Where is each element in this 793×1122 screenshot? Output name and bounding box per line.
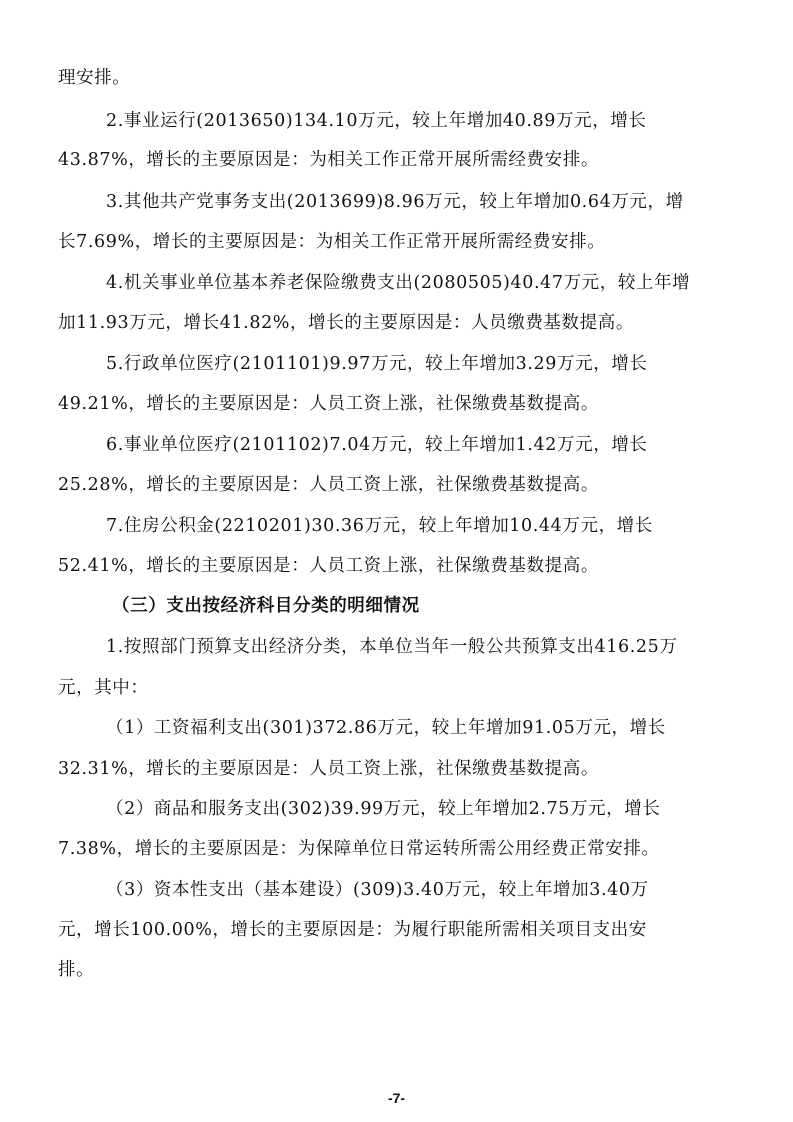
text-line: （2）商品和服务支出(302)39.99万元，较上年增加2.75万元，增长 xyxy=(106,799,661,819)
text-line: 32.31%，增长的主要原因是：人员工资上涨，社保缴费基数提高。 xyxy=(58,759,599,779)
text-line: 1.按照部门预算支出经济分类，本单位当年一般公共预算支出416.25万 xyxy=(106,637,678,657)
text-line: 52.41%，增长的主要原因是：人员工资上涨，社保缴费基数提高。 xyxy=(58,556,599,576)
text-line: 7.38%，增长的主要原因是：为保障单位日常运转所需公用经费正常安排。 xyxy=(58,839,660,859)
text-line: 2.事业运行(2013650)134.10万元，较上年增加40.89万元，增长 xyxy=(106,111,647,131)
page-number: -7- xyxy=(387,1090,406,1106)
text-line: 元，增长100.00%，增长的主要原因是：为履行职能所需相关项目支出安 xyxy=(58,920,647,940)
text-line: 排。 xyxy=(58,960,95,980)
text-line: 加11.93万元，增长41.82%，增长的主要原因是：人员缴费基数提高。 xyxy=(58,313,634,333)
text-line: 49.21%，增长的主要原因是：人员工资上涨，社保缴费基数提高。 xyxy=(58,394,599,414)
text-line: 25.28%，增长的主要原因是：人员工资上涨，社保缴费基数提高。 xyxy=(58,475,599,495)
text-line: 7.住房公积金(2210201)30.36万元，较上年增加10.44万元，增长 xyxy=(106,516,653,536)
text-line: （3）资本性支出（基本建设）(309)3.40万元，较上年增加3.40万 xyxy=(106,880,649,900)
text-line: 长7.69%，增长的主要原因是：为相关工作正常开展所需经费安排。 xyxy=(58,232,606,252)
text-line: 5.行政单位医疗(2101101)9.97万元，较上年增加3.29万元，增长 xyxy=(106,354,648,374)
text-line: 理安排。 xyxy=(58,68,131,88)
text-line: 43.87%，增长的主要原因是：为相关工作正常开展所需经费安排。 xyxy=(58,150,599,170)
text-line: 3.其他共产党事务支出(2013699)8.96万元，较上年增加0.64万元，增 xyxy=(106,192,684,212)
text-line: 4.机关事业单位基本养老保险缴费支出(2080505)40.47万元，较上年增 xyxy=(106,273,691,293)
section-heading: （三）支出按经济科目分类的明细情况 xyxy=(112,596,420,616)
text-line: 元，其中： xyxy=(58,678,149,698)
text-line: （1）工资福利支出(301)372.86万元，较上年增加91.05万元，增长 xyxy=(106,718,666,738)
text-line: 6.事业单位医疗(2101102)7.04万元，较上年增加1.42万元，增长 xyxy=(106,435,648,455)
